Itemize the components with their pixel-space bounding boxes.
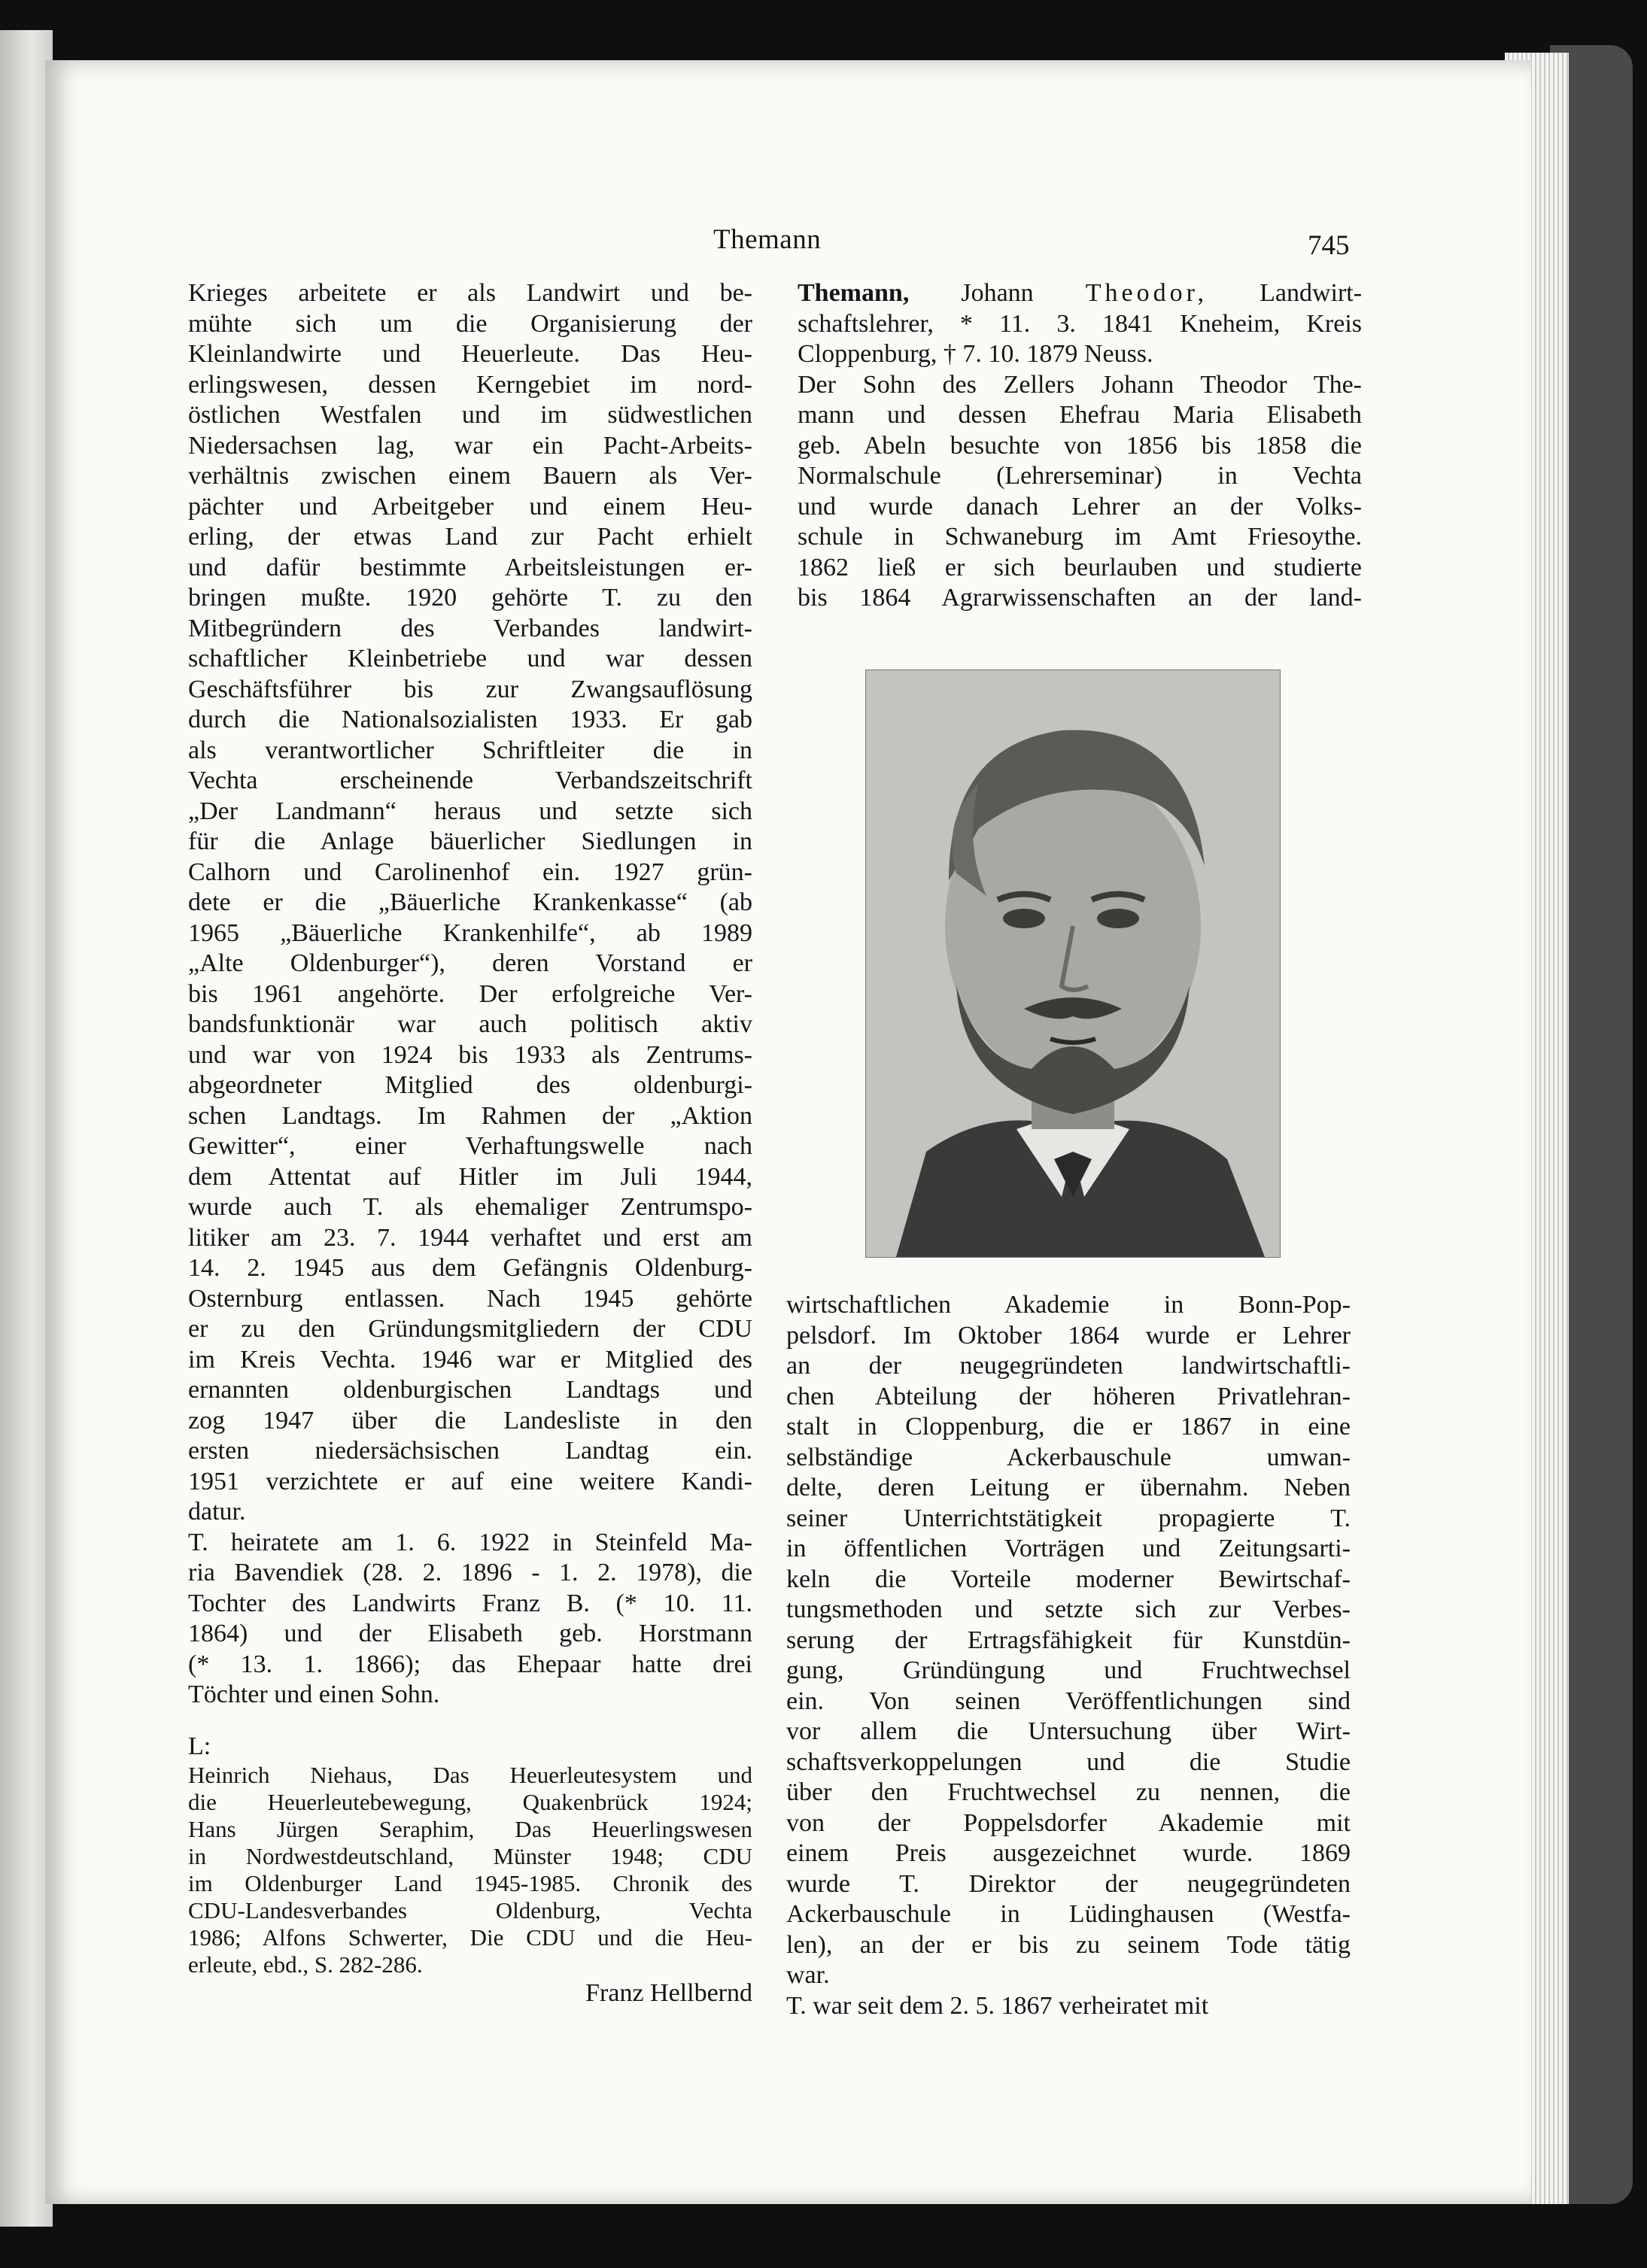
text-line: 1951 verzichtete er auf eine weitere Kandi-	[188, 1467, 752, 1495]
text-line: wurde auch T. als ehemaliger Zentrumspo-	[188, 1193, 752, 1221]
text-line: Vechta erscheinende Verbandszeitschrift	[188, 767, 752, 794]
text-line: chen Abteilung der höheren Privatlehran-	[786, 1382, 1351, 1410]
literature-label: L:	[188, 1732, 211, 1760]
text-line: Normalschule (Lehrerseminar) in Vechta	[798, 462, 1362, 490]
running-head: Themann	[713, 224, 822, 255]
entry-name: Themann,	[798, 279, 910, 307]
text-line: wirtschaftlichen Akademie in Bonn-Pop-	[786, 1291, 1351, 1319]
text-line: dem Attentat auf Hitler im Juli 1944,	[188, 1162, 752, 1191]
text-line: wurde T. Direktor der neugegründeten	[786, 1869, 1351, 1898]
text-line: durch die Nationalsozialisten 1933. Er gab	[188, 706, 752, 733]
text-line: schaftslehrer, * 11. 3. 1841 Kneheim, Kreis	[798, 309, 1362, 338]
text-line: gung, Gründüngung und Fruchtwechsel	[786, 1656, 1351, 1684]
right-column-top	[798, 278, 1362, 614]
text-line: im Kreis Vechta. 1946 war er Mitglied des	[188, 1345, 752, 1374]
text-line: Krieges arbeitete er als Landwirt und be-	[188, 279, 752, 307]
text-line: (* 13. 1. 1866); das Ehepaar hatte drei	[188, 1650, 752, 1678]
text-line: und war von 1924 bis 1933 als Zentrums-	[188, 1040, 752, 1069]
text-line: serung der Ertragsfähigkeit für Kunstdün-	[786, 1626, 1351, 1654]
literature-line: im Oldenburger Land 1945-1985. Chronik des	[188, 1870, 752, 1896]
text-line: ria Bavendiek (28. 2. 1896 - 1. 2. 1978), die	[188, 1559, 752, 1586]
paragraph-education	[798, 309, 1362, 614]
text-line: len), an der er bis zu seinem Tode tätig	[786, 1930, 1351, 1959]
author-signature: Franz Hellbernd	[585, 1979, 752, 2007]
text-line: in öffentlichen Vorträgen und Zeitungsarti-	[786, 1535, 1351, 1562]
literature-line: erleute, ebd., S. 282-286.	[188, 1951, 423, 1978]
text-line: stalt in Cloppenburg, die er 1867 in eine	[786, 1413, 1351, 1441]
portrait-drawing	[866, 670, 1280, 1257]
text-line: für die Anlage bäuerlicher Siedlungen in	[188, 827, 752, 855]
text-line: T. war seit dem 2. 5. 1867 verheiratet mit	[786, 1991, 1209, 2020]
text-line: vor allem die Untersuchung über Wirt-	[786, 1717, 1351, 1745]
text-line: abgeordneter Mitglied des oldenburgi-	[188, 1071, 752, 1099]
text-line: delte, deren Leitung er übernahm. Neben	[786, 1474, 1351, 1501]
paragraph-family	[188, 1528, 752, 1711]
text-line: und dafür bestimmte Arbeitsleistungen er-	[188, 553, 752, 581]
text-line: bis 1864 Agrarwissenschaften an der land-	[798, 584, 1362, 612]
text-line: Geschäftsführer bis zur Zwangsauflösung	[188, 675, 752, 703]
text-line: Niedersachsen lag, war ein Pacht-Arbeits-	[188, 431, 752, 460]
text-line: „Alte Oldenburger“), deren Vorstand er	[188, 949, 752, 977]
text-line: 14. 2. 1945 aus dem Gefängnis Oldenburg-	[188, 1254, 752, 1282]
text-line: von der Poppelsdorfer Akademie mit	[786, 1808, 1351, 1837]
text-line: dete er die „Bäuerliche Krankenkasse“ (ab	[188, 888, 752, 916]
text-line: datur.	[188, 1498, 246, 1526]
left-column	[188, 278, 752, 2009]
text-line: Osternburg entlassen. Nach 1945 gehörte	[188, 1284, 752, 1313]
text-line: Der Sohn des Zellers Johann Theodor The-	[798, 370, 1362, 399]
text-line: östlichen Westfalen und im südwestlichen	[188, 401, 752, 429]
text-line: mann und dessen Ehefrau Maria Elisabeth	[798, 401, 1362, 429]
text-line: und wurde danach Lehrer an der Volks-	[798, 492, 1362, 521]
text-line: litiker am 23. 7. 1944 verhaftet und erst am	[188, 1223, 752, 1252]
text-line: 1862 ließ er sich beurlauben und studierte	[798, 553, 1362, 581]
text-line: selbständige Ackerbauschule umwan-	[786, 1443, 1351, 1471]
text-line: tungsmethoden und setzte sich zur Verbes-	[786, 1595, 1351, 1623]
text-line: über den Fruchtwechsel zu nennen, die	[786, 1778, 1351, 1806]
text-line: schen Landtags. Im Rahmen der „Aktion	[188, 1101, 752, 1130]
text-line: war.	[786, 1961, 830, 1989]
text-line: geb. Abeln besuchte von 1856 bis 1858 die	[798, 431, 1362, 460]
text-line: ein. Von seinen Veröffentlichungen sind	[786, 1687, 1351, 1715]
text-line: einem Preis ausgezeichnet wurde. 1869	[786, 1839, 1351, 1867]
text-line: schaftlicher Kleinbetriebe und war dessen	[188, 645, 752, 673]
paragraph-career	[188, 278, 752, 1528]
text-line: 1965 „Bäuerliche Krankenhilfe“, ab 1989	[188, 918, 752, 947]
literature-line: 1986; Alfons Schwerter, Die CDU und die Heu-	[188, 1924, 752, 1951]
text-line: ersten niedersächsischen Landtag ein.	[188, 1437, 752, 1465]
text-line: bis 1961 angehörte. Der erfolgreiche Ver-	[188, 979, 752, 1008]
literature-line: die Heuerleutebewegung, Quakenbrück 1924;	[188, 1789, 752, 1815]
text-line: Töchter und einen Sohn.	[188, 1681, 440, 1708]
text-line: Kleinlandwirte und Heuerleute. Das Heu-	[188, 340, 752, 368]
text-line: „Der Landmann“ heraus und setzte sich	[188, 797, 752, 825]
text-line: Cloppenburg, † 7. 10. 1879 Neuss.	[798, 340, 1153, 368]
right-column-bottom	[786, 1290, 1351, 2021]
text-line: T. heiratete am 1. 6. 1922 in Steinfeld Ma-	[188, 1528, 752, 1556]
text-line: 1864) und der Elisabeth geb. Horstmann	[188, 1620, 752, 1647]
paragraph-career-teacher	[786, 1290, 1351, 2021]
text-line: als verantwortlicher Schriftleiter die in	[188, 736, 752, 764]
text-line: pelsdorf. Im Oktober 1864 wurde er Lehrer	[786, 1321, 1351, 1350]
text-line: verhältnis zwischen einem Bauern als Ver-	[188, 462, 752, 490]
text-line: mühte sich um die Organisierung der	[188, 309, 752, 338]
entry-first-name: Johann	[961, 279, 1034, 307]
text-line: erlingswesen, dessen Kerngebiet im nord-	[188, 370, 752, 399]
text-line: ernannten oldenburgischen Landtags und	[188, 1376, 752, 1404]
text-line: er zu den Gründungsmitgliedern der CDU	[188, 1315, 752, 1343]
text-line: Gewitter“, einer Verhaftungswelle nach	[188, 1132, 752, 1160]
entry-occupation: Landwirt-	[1260, 279, 1363, 307]
text-line: pächter und Arbeitgeber und einem Heu-	[188, 492, 752, 521]
literature-list	[188, 1762, 752, 1978]
text-line: keln die Vorteile moderner Bewirtschaf-	[786, 1565, 1351, 1593]
text-line: Ackerbauschule in Lüdinghausen (Westfa-	[786, 1900, 1351, 1928]
text-line: an der neugegründeten landwirtschaftli-	[786, 1352, 1351, 1380]
text-line: schaftsverkoppelungen und die Studie	[786, 1747, 1351, 1776]
text-line: zog 1947 über die Landesliste in den	[188, 1406, 752, 1435]
text-line: bandsfunktionär war auch politisch aktiv	[188, 1010, 752, 1038]
text-line: Tochter des Landwirts Franz B. (* 10. 11.	[188, 1589, 752, 1617]
text-line: schule in Schwaneburg im Amt Friesoythe.	[798, 523, 1362, 551]
entry-heading-line	[798, 278, 1362, 309]
text-line: Mitbegründern des Verbandes landwirt-	[188, 614, 752, 642]
text-line: seiner Unterrichtstätigkeit propagierte T.	[786, 1504, 1351, 1532]
page-number: 745	[1308, 230, 1350, 261]
literature-line: Hans Jürgen Seraphim, Das Heuerlingswesen	[188, 1816, 752, 1842]
literature-line: in Nordwestdeutschland, Münster 1948; CDU	[188, 1843, 752, 1869]
text-line: erling, der etwas Land zur Pacht erhielt	[188, 523, 752, 551]
text-line: bringen mußte. 1920 gehörte T. zu den	[188, 584, 752, 612]
literature-line: Heinrich Niehaus, Das Heuerleutesystem und	[188, 1762, 752, 1788]
entry-spaced-name: Theodor,	[1085, 279, 1208, 307]
text-line: Calhorn und Carolinenhof ein. 1927 grün-	[188, 858, 752, 886]
literature-line: CDU-Landesverbandes Oldenburg, Vechta	[188, 1897, 752, 1923]
portrait-image	[865, 669, 1281, 1258]
